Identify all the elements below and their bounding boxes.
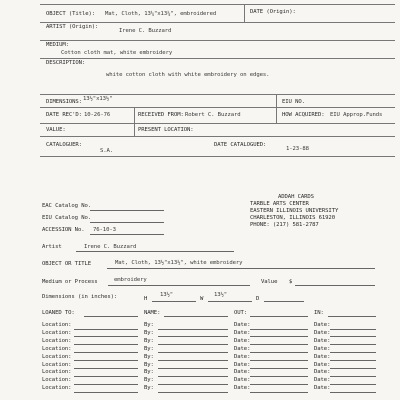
loan-by-label: By: xyxy=(144,329,154,336)
artist-origin-label: ARTIST (Origin): xyxy=(46,24,99,30)
form-rule xyxy=(40,94,395,95)
eac-catalog-field[interactable] xyxy=(90,210,164,211)
loan-out-date-field[interactable] xyxy=(250,376,308,377)
loan-by-field[interactable] xyxy=(158,384,228,385)
loan-out-date-field[interactable] xyxy=(250,392,308,393)
loan-in-date-label: Date: xyxy=(314,337,331,344)
loan-in-date-field[interactable] xyxy=(330,360,376,361)
header-underline xyxy=(328,316,376,317)
loan-location-field[interactable] xyxy=(74,376,138,377)
form-rule xyxy=(40,136,395,137)
form-rule xyxy=(40,58,395,59)
loan-by-label: By: xyxy=(144,385,154,392)
loan-location-label: Location: xyxy=(42,361,72,368)
loan-in-date-field[interactable] xyxy=(330,344,376,345)
eiu-number-label: EIU NO. xyxy=(282,99,305,105)
date-catalogued-value[interactable]: 1-23-88 xyxy=(286,146,309,152)
loan-location-field[interactable] xyxy=(74,368,138,369)
loan-by-field[interactable] xyxy=(158,392,228,393)
card-dimensions-label: Dimensions (in inches): xyxy=(42,294,118,300)
object-title-label: OBJECT (Title): xyxy=(46,11,96,17)
loan-location-label: Location: xyxy=(42,345,72,352)
object-title-value[interactable]: Mat, Cloth, 13¼"x13¼", embroidered xyxy=(105,11,217,17)
loan-out-date-label: Date: xyxy=(234,385,251,392)
loan-out-date-label: Date: xyxy=(234,353,251,360)
value-label: VALUE: xyxy=(46,127,66,133)
loan-location-field[interactable] xyxy=(74,352,138,353)
accession-label: ACCESSION No. xyxy=(42,227,85,233)
loan-location-field[interactable] xyxy=(74,329,138,330)
loan-by-field[interactable] xyxy=(158,344,228,345)
loan-location-label: Location: xyxy=(42,329,72,336)
card-object-value[interactable]: Mat, Cloth, 13½"x13½", white embroidery xyxy=(115,260,243,266)
loan-out-date-label: Date: xyxy=(234,322,251,328)
loan-in-date-label: Date: xyxy=(314,369,331,376)
loan-by-field[interactable] xyxy=(158,360,228,361)
address-line: CHARLESTON, ILLINOIS 61920 xyxy=(250,215,335,221)
loan-out-date-field[interactable] xyxy=(250,329,308,330)
loan-by-field[interactable] xyxy=(158,336,228,337)
card-width-field xyxy=(208,301,252,302)
loan-out-date-label: Date: xyxy=(234,369,251,376)
card-depth-label: D xyxy=(256,296,260,302)
address-line: ADDAH CARDS xyxy=(278,194,314,200)
loan-in-date-label: Date: xyxy=(314,353,331,360)
how-acquired-value[interactable]: EIU Approp.Funds xyxy=(330,112,383,118)
loan-in-date-label: Date: xyxy=(314,329,331,336)
eiu-catalog-label: EIU Catalog No. xyxy=(42,215,92,221)
card-width-label: W xyxy=(200,296,204,302)
loan-out-date-label: Date: xyxy=(234,361,251,368)
card-height-field xyxy=(152,301,196,302)
card-artist-label: Artist xyxy=(42,244,62,250)
loan-in-date-field[interactable] xyxy=(330,352,376,353)
loan-in-date-label: Date: xyxy=(314,385,331,392)
loan-by-label: By: xyxy=(144,345,154,352)
loan-by-label: By: xyxy=(144,322,154,328)
loan-by-field[interactable] xyxy=(158,329,228,330)
out-header: OUT: xyxy=(234,310,248,316)
loan-in-date-field[interactable] xyxy=(330,329,376,330)
loan-location-label: Location: xyxy=(42,322,72,328)
received-from-label: RECEIVED FROM: xyxy=(138,112,184,118)
loan-in-date-field[interactable] xyxy=(330,392,376,393)
loan-by-field[interactable] xyxy=(158,368,228,369)
loan-location-field[interactable] xyxy=(74,336,138,337)
form-rule xyxy=(40,107,395,108)
eac-catalog-label: EAC Catalog No. xyxy=(42,203,92,209)
card-object-label: OBJECT OR TITLE xyxy=(42,261,92,267)
dimensions-label: DIMENSIONS: xyxy=(46,99,82,105)
loan-location-label: Location: xyxy=(42,377,72,384)
card-value-symbol: $ xyxy=(289,279,293,285)
header-underline xyxy=(164,316,228,317)
loan-out-date-label: Date: xyxy=(234,329,251,336)
loan-in-date-label: Date: xyxy=(314,361,331,368)
loan-out-date-label: Date: xyxy=(234,377,251,384)
dimensions-value[interactable]: 13½"x13½" xyxy=(83,96,113,102)
loan-location-field[interactable] xyxy=(74,344,138,345)
card-medium-value[interactable]: embroidery xyxy=(114,277,147,283)
form-rule xyxy=(40,40,395,41)
description-value[interactable]: white cotton cloth with white embroidery on edges. xyxy=(106,72,270,78)
loan-by-label: By: xyxy=(144,377,154,384)
accession-field xyxy=(90,234,164,235)
loan-out-date-field[interactable] xyxy=(250,368,308,369)
form-rule xyxy=(40,123,395,124)
loan-out-date-label: Date: xyxy=(234,337,251,344)
loan-by-label: By: xyxy=(144,361,154,368)
present-location-label: PRESENT LOCATION: xyxy=(138,127,194,133)
loan-in-date-field[interactable] xyxy=(330,336,376,337)
cataloguer-value[interactable]: S.A. xyxy=(100,148,114,154)
how-acquired-label: HOW ACQUIRED: xyxy=(282,112,325,118)
loan-out-date-field[interactable] xyxy=(250,352,308,353)
name-header: NAME: xyxy=(144,310,161,316)
card-medium-label: Medium or Process xyxy=(42,279,98,285)
form-rule xyxy=(40,156,395,157)
form-rule xyxy=(40,22,395,23)
card-width-value[interactable]: 13½" xyxy=(214,292,228,298)
form-divider xyxy=(276,94,277,107)
date-origin-label: DATE (Origin): xyxy=(250,9,296,15)
card-medium-field xyxy=(108,285,250,286)
loan-by-field[interactable] xyxy=(158,352,228,353)
loan-location-label: Location: xyxy=(42,369,72,376)
loan-out-date-field[interactable] xyxy=(250,384,308,385)
in-header: IN: xyxy=(314,310,324,316)
loan-by-label: By: xyxy=(144,337,154,344)
loan-in-date-label: Date: xyxy=(314,345,331,352)
loan-location-field[interactable] xyxy=(74,360,138,361)
date-received-label: DATE REC'D: xyxy=(46,112,82,118)
loan-out-date-field[interactable] xyxy=(250,344,308,345)
form-divider xyxy=(244,4,245,22)
date-catalogued-label: DATE CATALOGUED: xyxy=(214,142,267,148)
address-line: PHONE: (217) 581-2787 xyxy=(250,222,319,228)
loan-out-date-field[interactable] xyxy=(250,336,308,337)
loan-by-label: By: xyxy=(144,353,154,360)
loan-by-label: By: xyxy=(144,369,154,376)
date-received-value[interactable]: 10-26-76 xyxy=(84,112,111,118)
accession-value[interactable]: 76-10-3 xyxy=(93,227,116,233)
loan-out-date-label: Date: xyxy=(234,345,251,352)
loan-in-date-field[interactable] xyxy=(330,376,376,377)
card-height-value[interactable]: 13½" xyxy=(160,292,174,298)
address-line: TARBLE ARTS CENTER xyxy=(250,201,309,207)
description-label: DESCRIPTION: xyxy=(46,60,86,66)
medium-value[interactable]: Cotton cloth mat, white embroidery xyxy=(61,50,173,56)
card-value-label: Value xyxy=(261,279,278,285)
header-underline xyxy=(250,316,308,317)
medium-label: MEDIUM: xyxy=(46,42,69,48)
received-from-value[interactable]: Robert C. Buzzard xyxy=(185,112,241,118)
loan-in-date-field[interactable] xyxy=(330,368,376,369)
form-divider xyxy=(134,107,135,136)
card-artist-value[interactable]: Irene C. Buzzard xyxy=(84,244,137,250)
loan-out-date-field[interactable] xyxy=(250,360,308,361)
address-line: EASTERN ILLINOIS UNIVERSITY xyxy=(250,208,339,214)
loan-location-label: Location: xyxy=(42,337,72,344)
loan-location-field[interactable] xyxy=(74,384,138,385)
loan-in-date-label: Date: xyxy=(314,322,331,328)
form-rule xyxy=(40,4,395,5)
loan-location-label: Location: xyxy=(42,385,72,392)
cataloguer-label: CATALOGUER: xyxy=(46,142,82,148)
loaned-to-header: LOANED TO: xyxy=(42,310,75,316)
loan-in-date-label: Date: xyxy=(314,377,331,384)
loan-in-date-field[interactable] xyxy=(330,384,376,385)
card-object-field xyxy=(107,268,375,269)
form-divider xyxy=(276,107,277,123)
header-underline xyxy=(84,316,138,317)
card-depth-field[interactable] xyxy=(264,301,304,302)
eiu-catalog-field[interactable] xyxy=(90,222,164,223)
card-artist-field xyxy=(76,251,234,252)
card-height-label: H xyxy=(144,296,148,302)
loan-by-field[interactable] xyxy=(158,376,228,377)
loan-location-field[interactable] xyxy=(74,392,138,393)
card-value-field[interactable] xyxy=(295,285,375,286)
artist-origin-value[interactable]: Irene C. Buzzard xyxy=(119,28,172,34)
loan-location-label: Location: xyxy=(42,353,72,360)
